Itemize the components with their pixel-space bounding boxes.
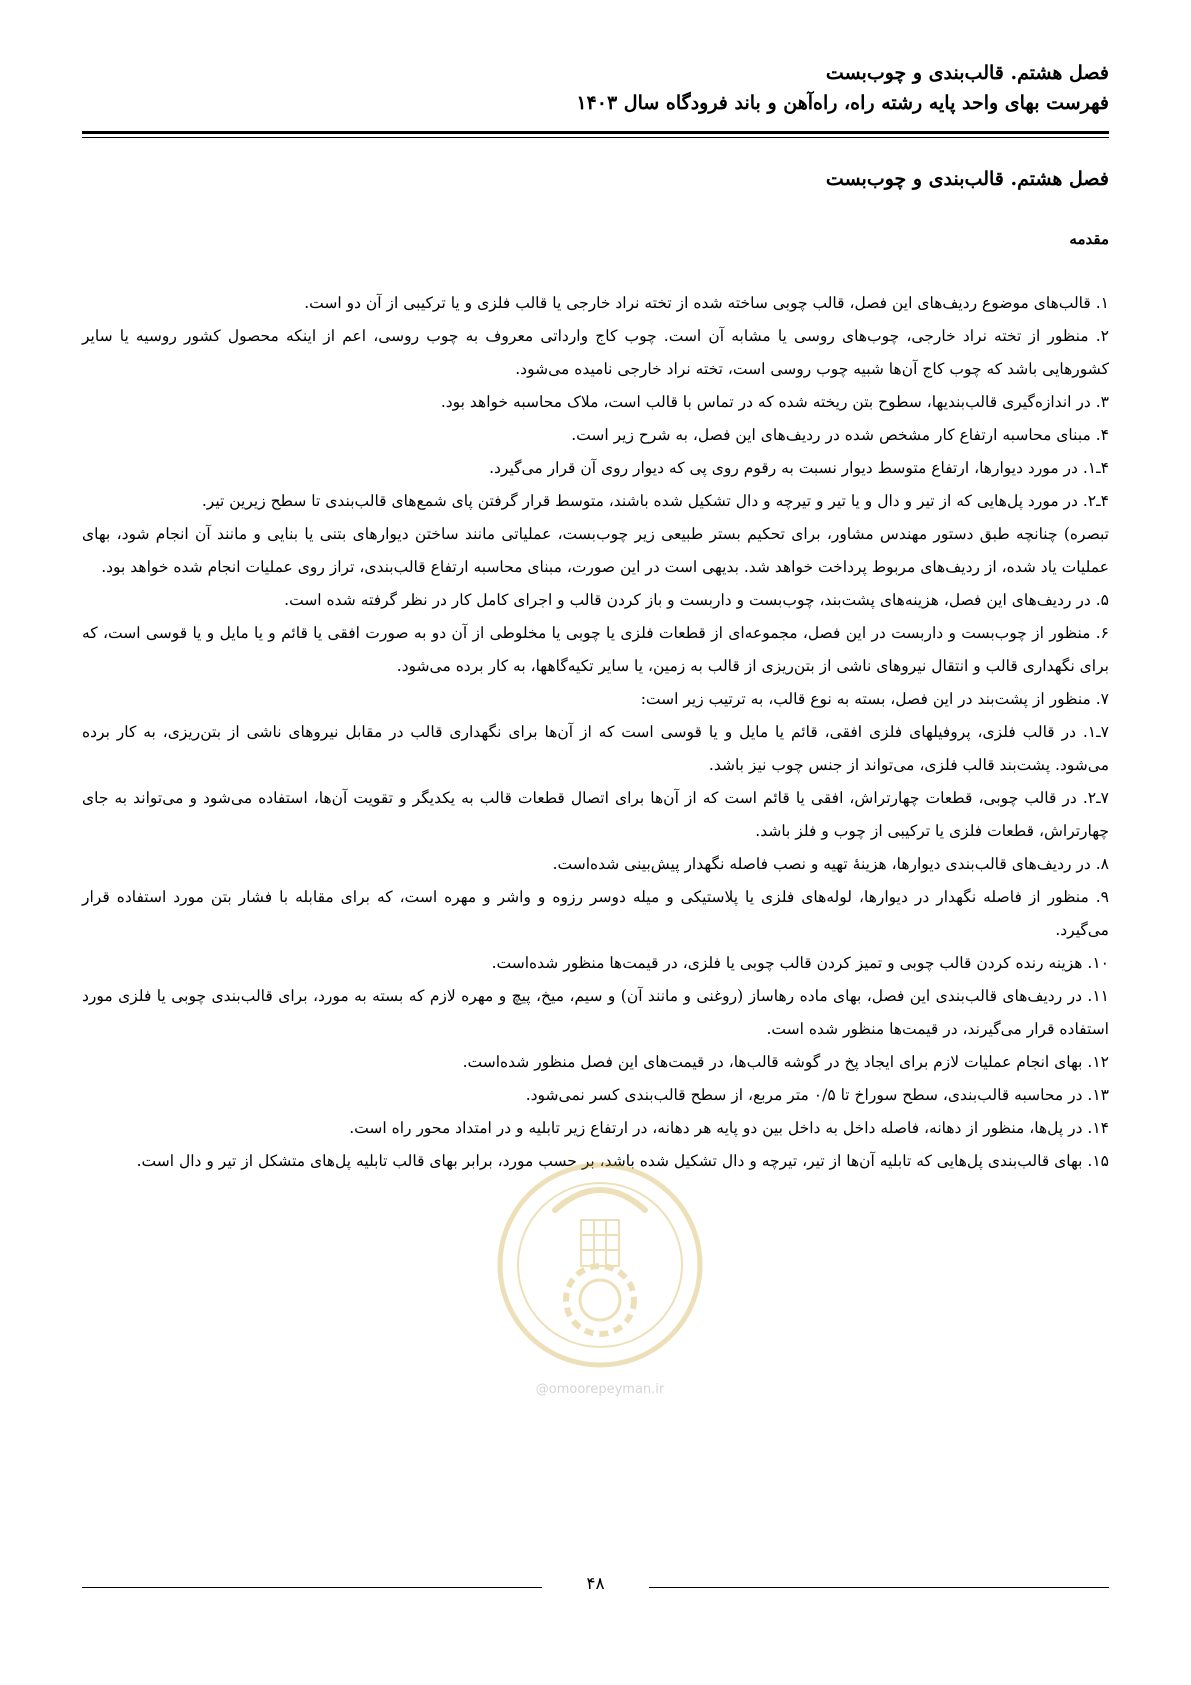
page-number: ۴۸ [586, 1574, 605, 1594]
watermark-logo [485, 1150, 715, 1410]
paragraph-15: ۱۵. بهای قالب‌بندی پل‌هایی که تابلیه آن‌ها از تیر، تیرچه و دال تشکیل شده باشد، بر حسب مورد، برابر بهای قالب تابلیه پل‌های متشکل از تیر و دال است. [136, 1152, 1109, 1170]
page-footer [82, 1568, 1109, 1600]
page-header [82, 58, 1109, 118]
paragraph-1: ۱. قالب‌های موضوع ردیف‌های این فصل، قالب چوبی ساخته شده از تخته نراد خارجی یا قالب فلزی و یا ترکیبی از آن دو است. [304, 294, 1109, 312]
paragraph-7-1: ۷ـ۱. در قالب فلزی، پروفیلهای فلزی افقی، قائم یا مایل و یا قوسی است که از آن‌ها برای نگهداری قالب در مقابل نیروهای ناشی از بتن‌ریزی، به کار برده می‌شود. پشت‌بند قالب فلزی، می‌تواند از جنس چوب نیز باشد. [82, 723, 1109, 774]
paragraph-4-1: ۴ـ۱. در مورد دیوارها، ارتفاع متوسط دیوار نسبت به رقوم روی پی که دیوار روی آن قرار می‌گیرد. [489, 459, 1109, 477]
body-text [82, 287, 1109, 1178]
header-chapter-title: فصل هشتم. قالب‌بندی و چوب‌بست [825, 62, 1109, 84]
paragraph-4: ۴. مبنای محاسبه ارتفاع کار مشخص شده در ردیف‌های این فصل، به شرح زیر است. [571, 426, 1109, 444]
paragraph-6: ۶. منظور از چوب‌بست و داربست در این فصل، مجموعه‌ای از قطعات فلزی یا چوبی یا مخلوطی از آن دو به صورت افقی یا قائم و یا مایل و یا قوسی است، که برای نگهداری قالب و انتقال نیروهای ناشی از بتن‌ریزی از قالب به زمین، یا سایر تکیه‌گاهها، به کار برده می‌شود. [82, 624, 1109, 675]
header-divider-thick [82, 131, 1109, 134]
paragraph-note: تبصره) چنانچه طبق دستور مهندس مشاور، برای تحکیم بستر طبیعی زیر چوب‌بست، عملیاتی مانند ساختن دیوارهای بتنی یا بنایی و مانند آن انجام شود، بهای عملیات یاد شده، از ردیف‌های مربوط پرداخت خواهد شد. بدیهی است در این صورت، مبنای محاسبه ارتفاع قالب‌بندی، تراز روی عملیات انجام شده خواهد بود. [82, 525, 1109, 576]
paragraph-3: ۳. در اندازه‌گیری قالب‌بندیها، سطوح بتن ریخته شده که در تماس با قالب است، ملاک محاسبه خواهد بود. [440, 393, 1109, 411]
paragraph-5: ۵. در ردیف‌های این فصل، هزینه‌های پشت‌بند، چوب‌بست و داربست و باز کردن قالب و اجرای کامل کار در نظر گرفته شده است. [284, 591, 1109, 609]
paragraph-4-2: ۴ـ۲. در مورد پل‌هایی که از تیر و دال و یا تیر و تیرچه و دال تشکیل شده باشند، متوسط قرار گرفتن پای شمع‌های قالب‌بندی تا سطح زیرین تیر. [201, 492, 1109, 510]
header-divider-thin [82, 137, 1109, 138]
paragraph-9: ۹. منظور از فاصله نگهدار در دیوارها، لوله‌های فلزی یا پلاستیکی و میله دوسر رزوه و واشر و مهره است، که برای مقابله با فشار بتن مورد استفاده قرار می‌گیرد. [82, 888, 1109, 939]
paragraph-7: ۷. منظور از پشت‌بند در این فصل، بسته به نوع قالب، به ترتیب زیر است: [640, 690, 1109, 708]
chapter-title: فصل هشتم. قالب‌بندی و چوب‌بست [825, 168, 1109, 190]
paragraph-8: ۸. در ردیف‌های قالب‌بندی دیوارها، هزینهٔ تهیه و نصب فاصله نگهدار پیش‌بینی شده‌است. [552, 855, 1109, 873]
paragraph-7-2: ۷ـ۲. در قالب چوبی، قطعات چهارتراش، افقی یا قائم است که از آن‌ها برای اتصال قطعات قالب به یکدیگر و تقویت آن‌ها، استفاده می‌شود و می‌تواند به جای چهارتراش، قطعات فلزی یا ترکیبی از چوب و فلز باشد. [82, 789, 1109, 840]
paragraph-13: ۱۳. در محاسبه قالب‌بندی، سطح سوراخ تا ۰/۵ متر مربع، از سطح قالب‌بندی کسر نمی‌شود. [525, 1086, 1109, 1104]
intro-heading: مقدمه [1069, 230, 1109, 248]
paragraph-14: ۱۴. در پل‌ها، منظور از دهانه، فاصله داخل به داخل بین دو پایه هر دهانه، در ارتفاع زیر تابلیه و در امتداد محور راه است. [349, 1119, 1109, 1137]
paragraph-11: ۱۱. در ردیف‌های قالب‌بندی این فصل، بهای ماده رهاساز (روغنی و مانند آن) و سیم، میخ، پیچ و مهره لازم که بسته به مورد، برای قالب‌بندی چوبی یا فلزی مورد استفاده قرار می‌گیرند، در قیمت‌ها منظور شده است. [82, 987, 1109, 1038]
header-document-title: فهرست بهای واحد پایه رشته راه، راه‌آهن و باند فرودگاه سال ۱۴۰۳ [576, 92, 1109, 114]
watermark-url: @omoorepeyman.ir [535, 1382, 665, 1397]
watermark-seal-icon [485, 1150, 715, 1380]
paragraph-2: ۲. منظور از تخته نراد خارجی، چوب‌های روسی یا مشابه آن است. چوب کاج وارداتی معروف به چوب روسی، اعم از اینکه محصول کشور روسیه یا سایر کشورهایی باشد که چوب کاج آن‌ها شبیه چوب روسی است، تخته نراد خارجی نامیده می‌شود. [82, 327, 1109, 378]
paragraph-10: ۱۰. هزینه رنده کردن قالب چوبی و تمیز کردن قالب چوبی یا فلزی، در قیمت‌ها منظور شده‌است. [491, 954, 1109, 972]
paragraph-12: ۱۲. بهای انجام عملیات لازم برای ایجاد پخ در گوشه قالب‌ها، در قیمت‌های این فصل منظور شده‌است. [462, 1053, 1109, 1071]
